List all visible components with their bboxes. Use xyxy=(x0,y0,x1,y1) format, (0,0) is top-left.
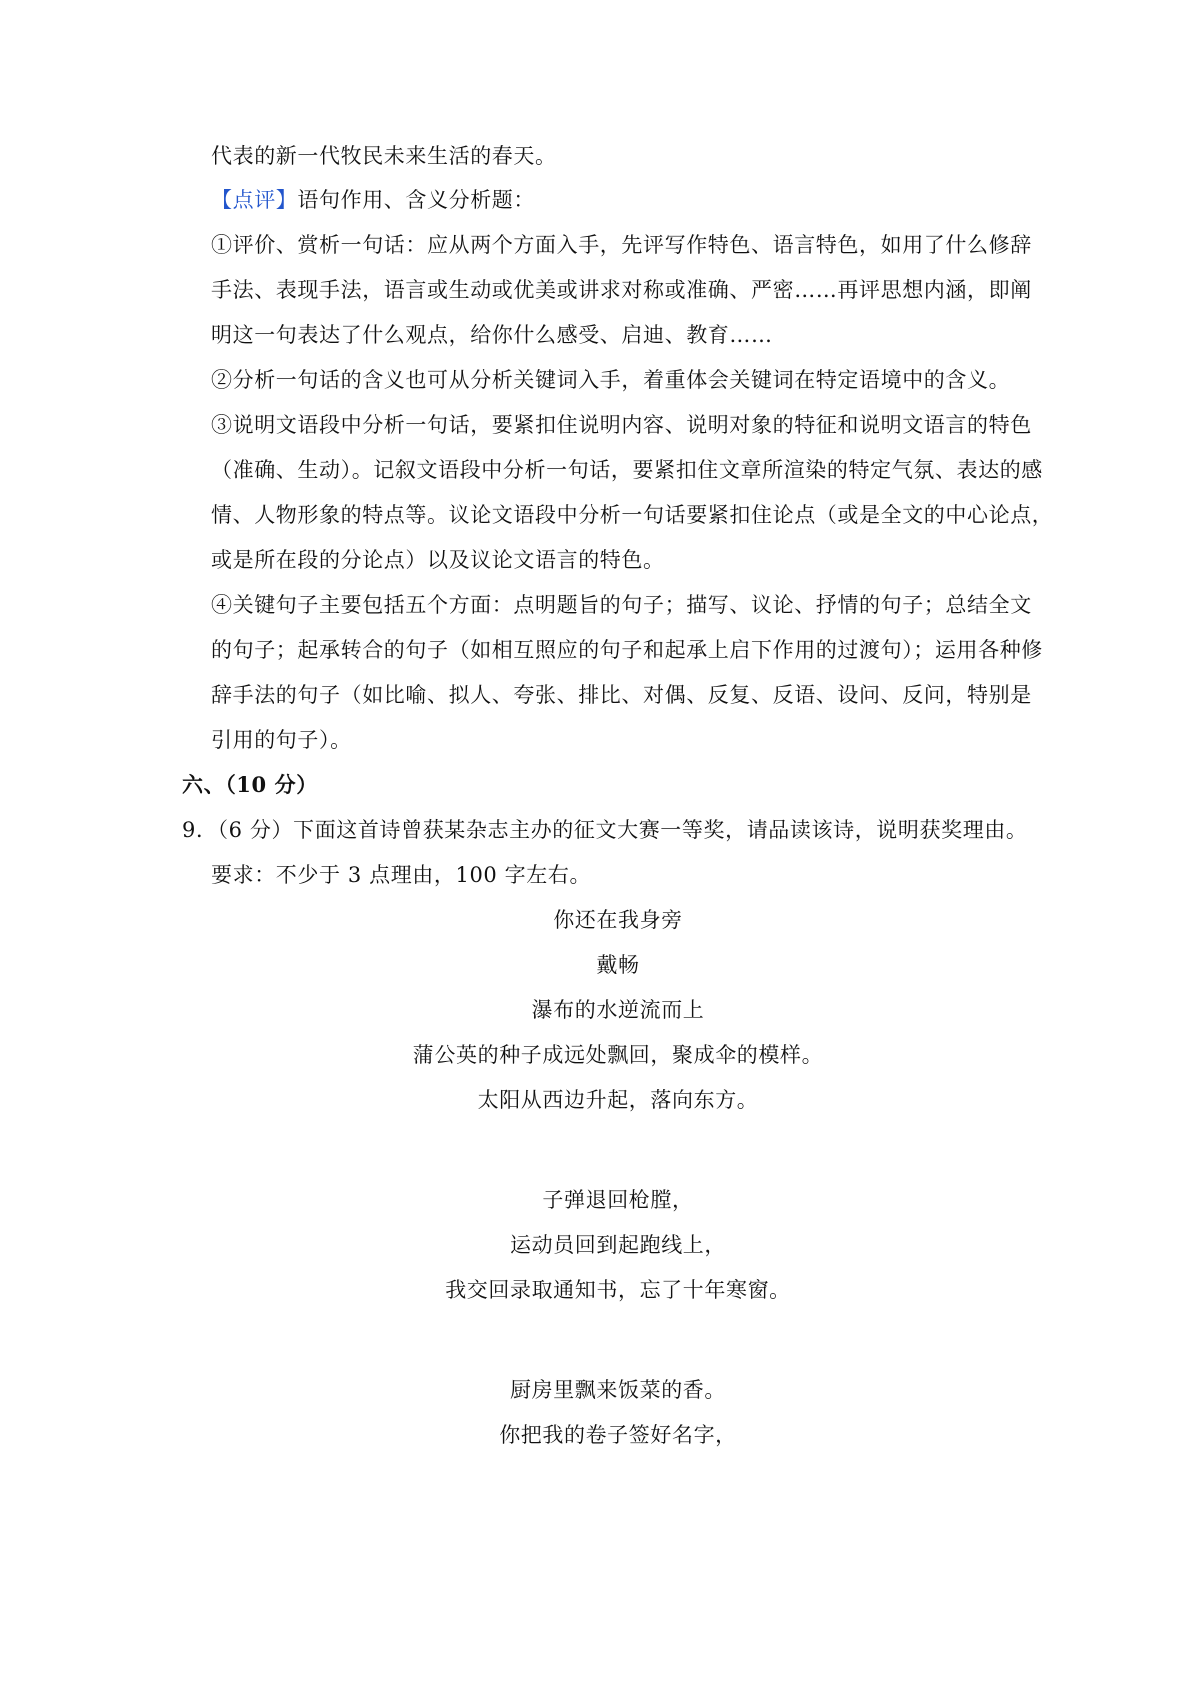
analysis-line: ④关键句子主要包括五个方面：点明题旨的句子；描写、议论、抒情的句子；总结全文 xyxy=(211,593,1032,617)
poem-line: 蒲公英的种子成远处飘回，聚成伞的模样。 xyxy=(412,1043,824,1067)
poem-author: 戴畅 xyxy=(596,953,640,977)
question-requirement: 要求：不少于 3 点理由，100 字左右。 xyxy=(211,863,592,887)
poem-line: 厨房里飘来饭菜的香。 xyxy=(510,1378,726,1402)
analysis-line: ③说明文语段中分析一句话，要紧扣住说明内容、说明对象的特征和说明文语言的特色 xyxy=(211,413,1032,437)
poem-line: 太阳从西边升起，落向东方。 xyxy=(477,1088,759,1112)
analysis-line: ①评价、赏析一句话：应从两个方面入手，先评写作特色、语言特色，如用了什么修辞 xyxy=(211,233,1032,257)
analysis-line: 情、人物形象的特点等。议论文语段中分析一句话要紧扣住论点（或是全文的中心论点， xyxy=(211,503,1054,527)
analysis-line: 辞手法的句子（如比喻、拟人、夸张、排比、对偶、反复、反语、设问、反问，特别是 xyxy=(211,683,1032,707)
analysis-line: 明这一句表达了什么观点，给你什么感受、启迪、教育…… xyxy=(211,323,773,347)
poem-line: 我交回录取通知书，忘了十年寒窗。 xyxy=(445,1278,791,1302)
question-stem: 9．（6 分）下面这首诗曾获某杂志主办的征文大赛一等奖，请品读该诗，说明获奖理由。 xyxy=(182,818,1028,842)
carryover-line: 代表的新一代牧民未来生活的春天。 xyxy=(211,144,557,168)
analysis-line: 手法、表现手法，语言或生动或优美或讲求对称或准确、严密……再评思想内涵，即阐 xyxy=(211,278,1032,302)
poem-line: 你把我的卷子签好名字， xyxy=(499,1423,737,1447)
section-heading: 六、（10 分） xyxy=(182,772,318,797)
analysis-line: （准确、生动）。记叙文语段中分析一句话，要紧扣住文章所渲染的特定气氛、表达的感 xyxy=(211,458,1043,482)
comment-heading xyxy=(211,185,535,215)
analysis-line: ②分析一句话的含义也可从分析关键词入手，着重体会关键词在特定语境中的含义。 xyxy=(211,368,1011,392)
poem-line: 子弹退回枪膛， xyxy=(542,1188,694,1212)
analysis-line: 的句子；起承转合的句子（如相互照应的句子和起承上启下作用的过渡句）；运用各种修 xyxy=(211,638,1043,662)
poem-line: 瀑布的水逆流而上 xyxy=(531,998,705,1022)
analysis-line: 或是所在段的分论点）以及议论文语言的特色。 xyxy=(211,548,665,572)
poem-line: 运动员回到起跑线上， xyxy=(510,1233,726,1257)
comment-tag: 【点评】 xyxy=(211,188,298,212)
poem-title: 你还在我身旁 xyxy=(553,908,683,932)
comment-title: 语句作用、含义分析题： xyxy=(297,188,536,212)
analysis-line: 引用的句子）。 xyxy=(211,728,352,752)
